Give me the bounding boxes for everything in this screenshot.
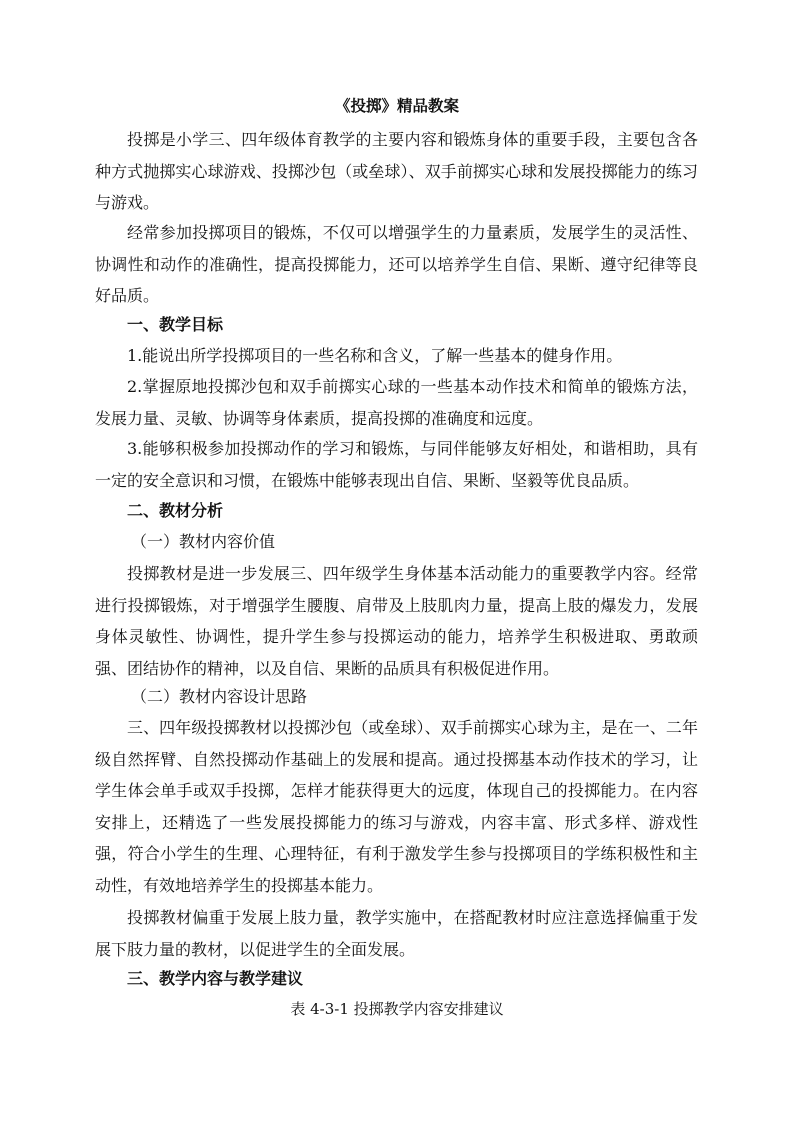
content-value-paragraph: 投掷教材是进一步发展三、四年级学生身体基本活动能力的重要教学内容。经常进行投掷锻炼，对于增强学生腰腹、肩带及上肢肌肉力量，提高上肢的爆发力，发展身体灵敏性、协调性，提升学生参与投掷运动的能力，培养学生积极进取、勇敢顽强、团结协作的精神，以及自信、果断的品质具有积极促进作用。 (95, 564, 698, 678)
design-approach-paragraph: 三、四年级投掷教材以投掷沙包（或垒球）、双手前掷实心球为主，是在一、二年级自然挥臂、自然投掷动作基础上的发展和提高。通过投掷基本动作技术的学习，让学生体会单手或双手投掷，怎样才能获得更大的远度，体现自己的投掷能力。在内容安排上，还精选了一些发展投掷能力的练习与游戏，内容丰富、形式多样、游戏性强，符合小学生的生理、心理特征，有利于激发学生参与投掷项目的学练积极性和主动性，有效地培养学生的投掷基本能力。 (95, 718, 698, 895)
section-heading-goals: 一、教学目标 (127, 315, 224, 334)
table-caption: 表 4-3-1 投掷教学内容安排建议 (290, 1000, 504, 1018)
design-approach-paragraph-2: 投掷教材偏重于发展上肢力量，教学实施中，在搭配教材时应注意选择偏重于发展下肢力量的教材，以促进学生的全面发展。 (95, 908, 698, 959)
intro-paragraph-1: 投掷是小学三、四年级体育教学的主要内容和锻炼身体的重要手段，主要包含各种方式抛掷实心球游戏、投掷沙包（或垒球）、双手前掷实心球和发展投掷能力的练习与游戏。 (95, 130, 698, 212)
intro-paragraph-2: 经常参加投掷项目的锻炼，不仅可以增强学生的力量素质，发展学生的灵活性、协调性和动作的准确性，提高投掷能力，还可以培养学生自信、果断、遵守纪律等良好品质。 (95, 223, 698, 305)
goal-item-3: 3.能够积极参加投掷动作的学习和锻炼，与同伴能够友好相处，和谐相助，具有一定的安全意识和习惯，在锻炼中能够表现出自信、果断、坚毅等优良品质。 (95, 439, 698, 490)
document-title: 《投掷》精品教案 (334, 96, 459, 115)
section-heading-analysis: 二、教材分析 (127, 501, 224, 520)
section-heading-content: 三、教学内容与教学建议 (127, 969, 304, 988)
goal-item-2: 2.掌握原地投掷沙包和双手前掷实心球的一些基本动作技术和简单的锻炼方法，发展力量、灵敏、协调等身体素质，提高投掷的准确度和远度。 (95, 377, 698, 428)
goal-item-1: 1.能说出所学投掷项目的一些名称和含义，了解一些基本的健身作用。 (127, 346, 623, 365)
subheading-content-value: （一）教材内容价值 (131, 532, 276, 551)
subheading-design-approach: （二）教材内容设计思路 (131, 687, 308, 706)
